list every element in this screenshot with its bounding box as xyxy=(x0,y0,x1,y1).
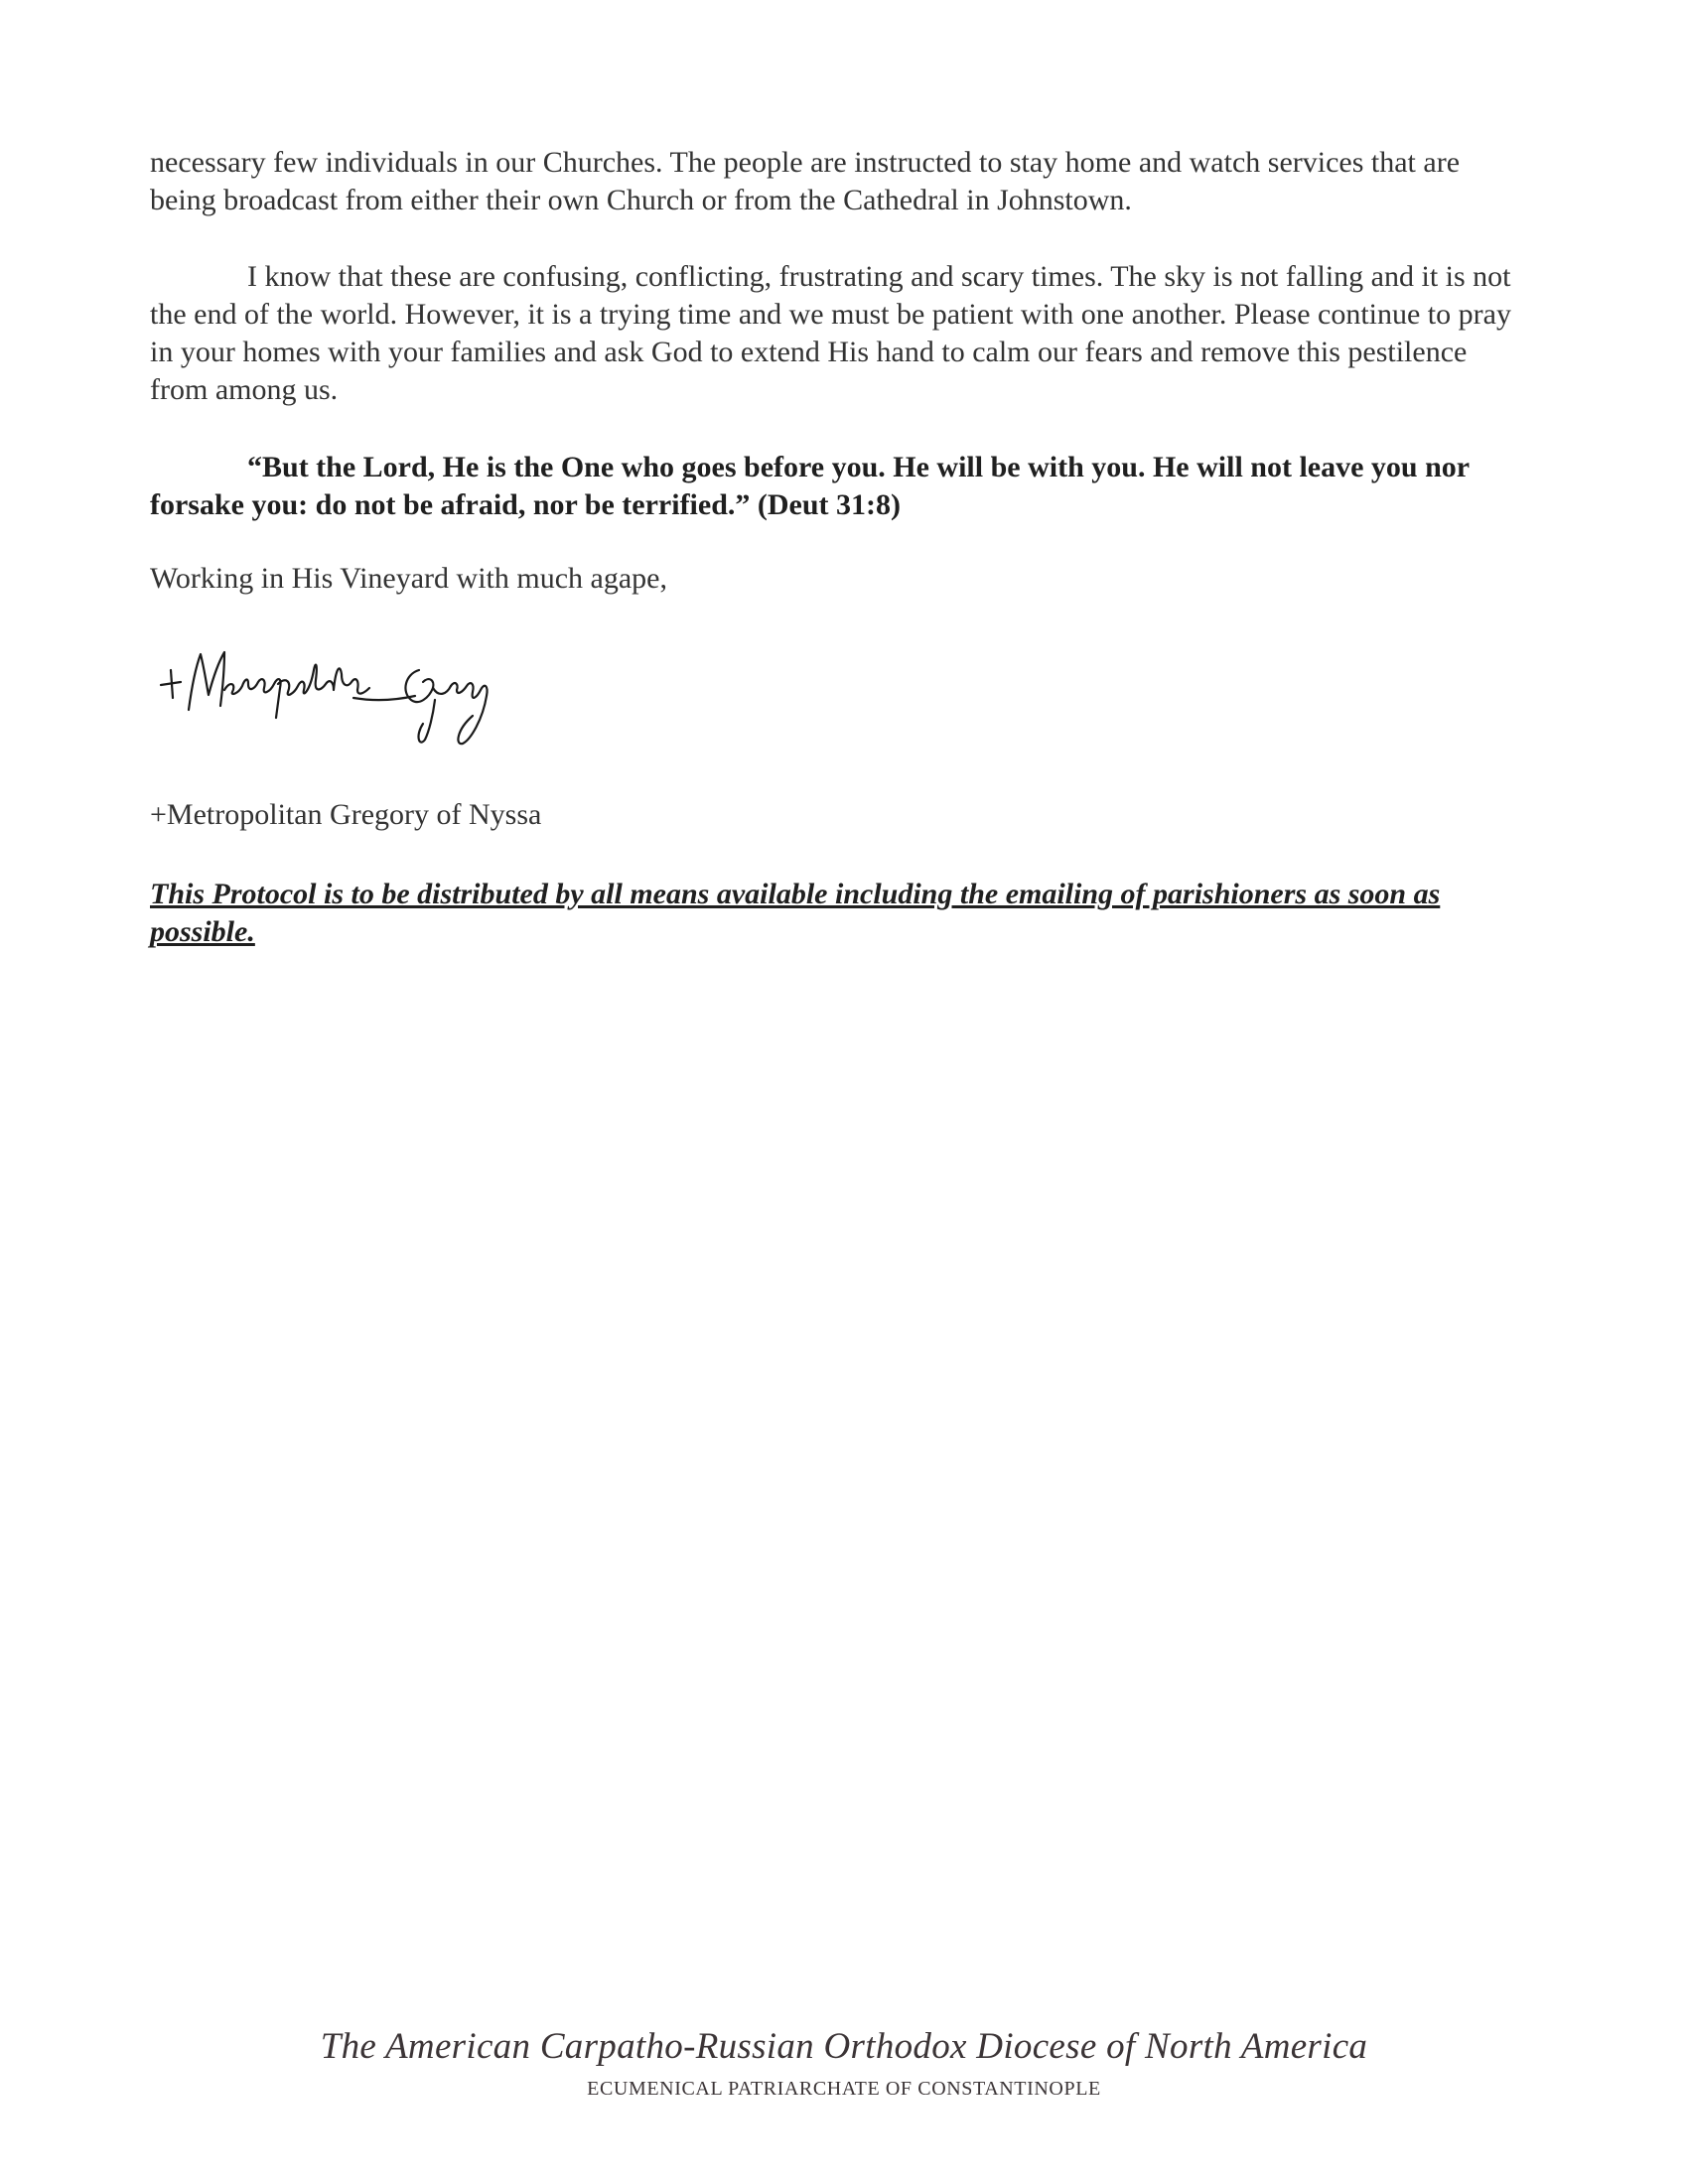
handwritten-signature xyxy=(159,640,496,759)
footer-organization: The American Carpatho-Russian Orthodox Diocese of North America xyxy=(320,2026,1368,2067)
letter-closing: Working in His Vineyard with much agape, xyxy=(150,562,667,595)
letter-paragraph-2: I know that these are confusing, conflicting, frustrating and scary times. The sky is not falling and it is not the end of the world. However, it is a trying time and we must be patient with one another. Please continue to pray in your homes with your families and ask God to extend His hand to calm our fears and remove this pestilence from among us. xyxy=(150,260,1511,406)
footer-patriarchate: ECUMENICAL PATRIARCHATE OF CONSTANTINOPLE xyxy=(587,2078,1101,2100)
signer-name: +Metropolitan Gregory of Nyssa xyxy=(150,798,542,831)
distribution-notice: This Protocol is to be distributed by all means available including the emailing of parishioners as soon as possible. xyxy=(150,878,1441,948)
scripture-quote: “But the Lord, He is the One who goes before you. He will be with you. He will not leave you nor forsake you: do not be afraid, nor be terrified.” (Deut 31:8) xyxy=(150,451,1470,521)
letter-paragraph-1: necessary few individuals in our Churches. The people are instructed to stay home and watch services that are being broadcast from either their own Church or from the Cathedral in Johnstown. xyxy=(150,146,1461,216)
